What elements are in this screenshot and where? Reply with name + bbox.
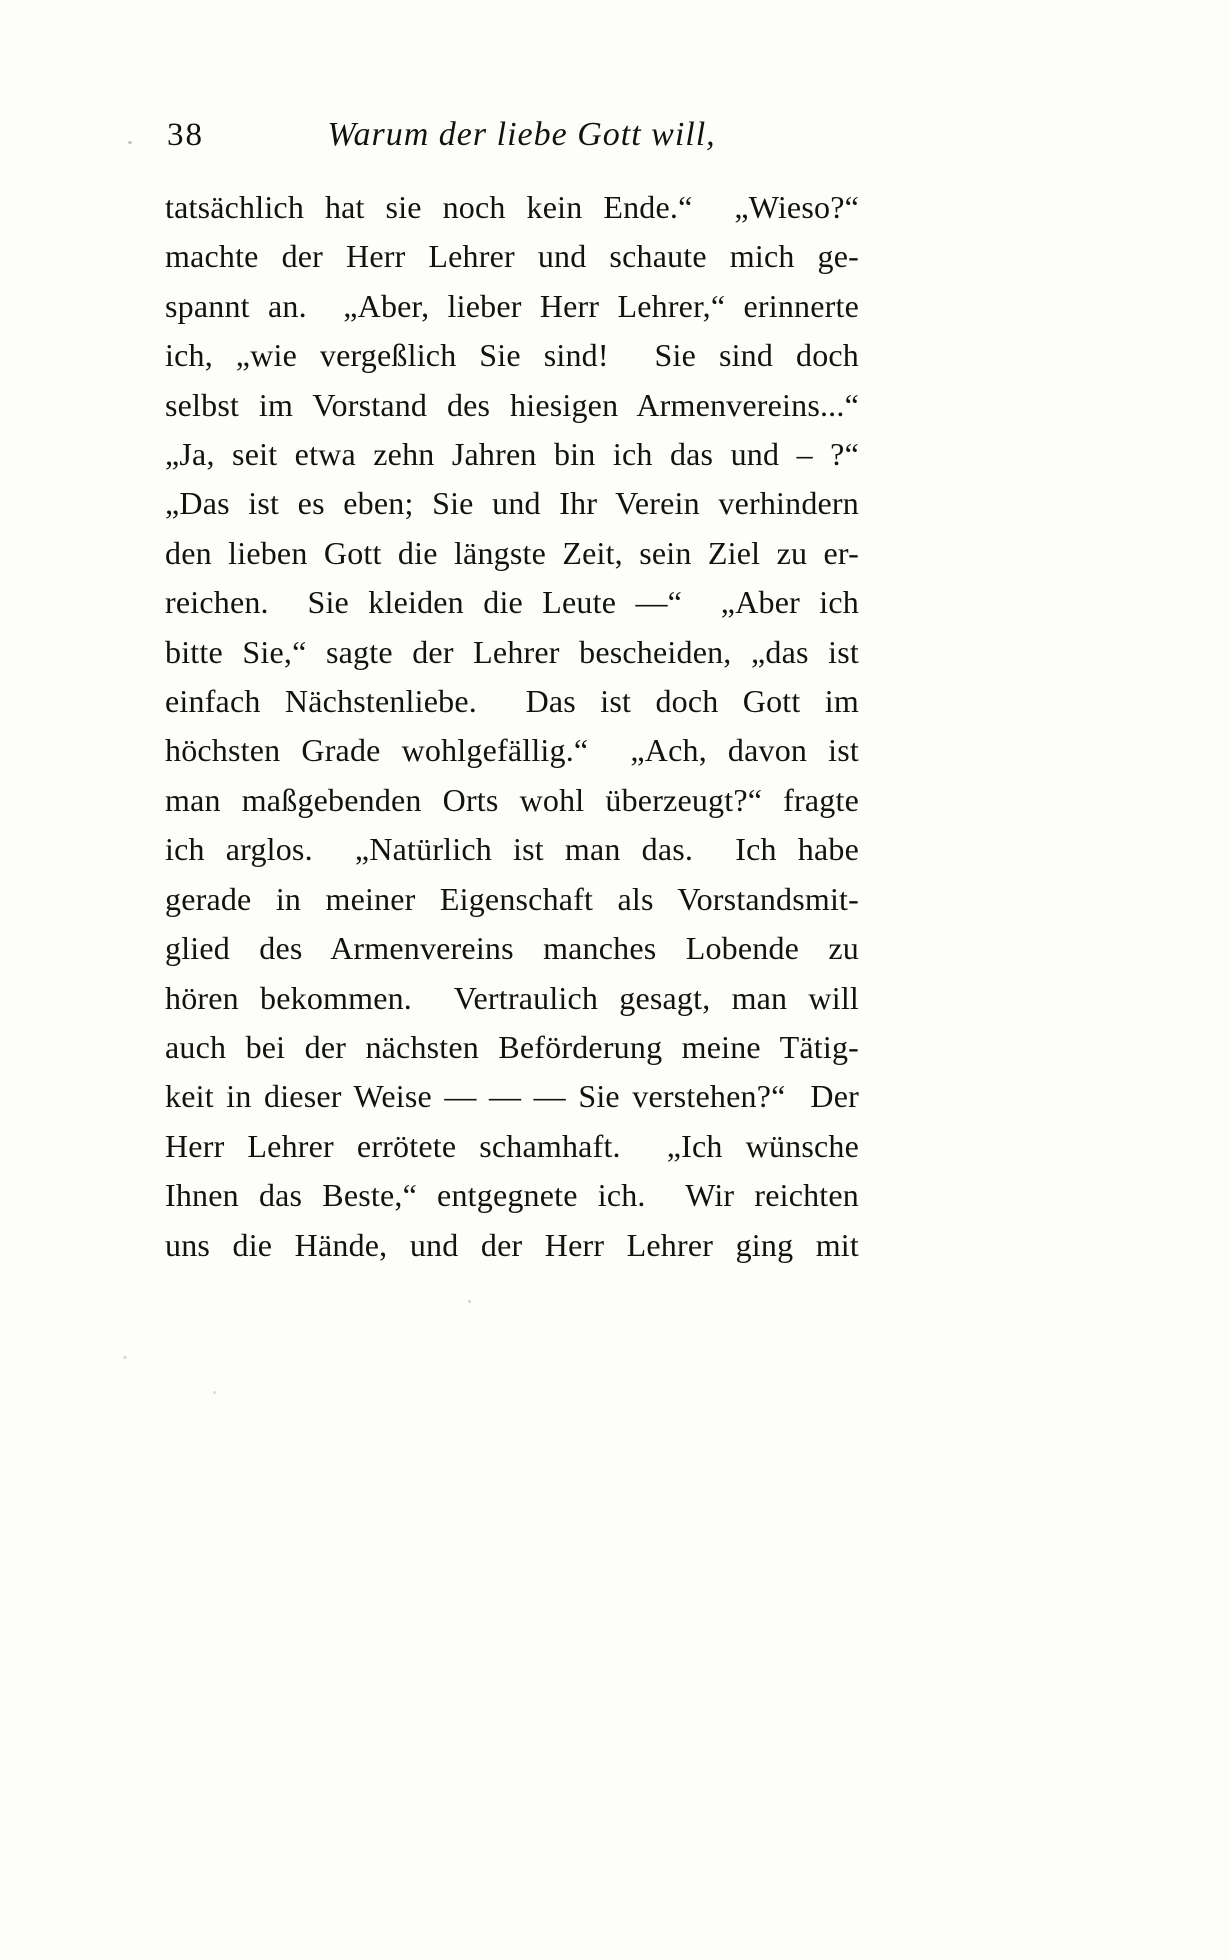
text-line: ich arglos. „Natürlich ist man das. Ich habe bbox=[165, 831, 859, 868]
text-line: machte der Herr Lehrer und schaute mich ge- bbox=[165, 238, 859, 275]
text-line: Herr Lehrer errötete schamhaft. „Ich wünsche bbox=[165, 1127, 859, 1164]
text-line: einfach Nächstenliebe. Das ist doch Gott im bbox=[165, 683, 859, 720]
text-line: reichen. Sie kleiden die Leute —“ „Aber ich bbox=[165, 584, 859, 621]
text-line: glied des Armenvereins manches Lobende zu bbox=[165, 930, 859, 967]
running-title: Warum der liebe Gott will, bbox=[327, 116, 716, 153]
text-line: man maßgebenden Orts wohl überzeugt?“ fragte bbox=[165, 781, 859, 818]
body-text bbox=[165, 183, 859, 1270]
text-line: keit in dieser Weise — — — Sie verstehen?“ Der bbox=[165, 1078, 859, 1115]
text-line: gerade in meiner Eigenschaft als Vorstandsmit- bbox=[165, 880, 859, 917]
text-line: Ihnen das Beste,“ entgegnete ich. Wir reichten bbox=[165, 1177, 859, 1214]
text-line: bitte Sie,“ sagte der Lehrer bescheiden, „das ist bbox=[165, 633, 859, 670]
scan-speck bbox=[128, 141, 132, 144]
scan-speck bbox=[468, 1300, 471, 1303]
scan-speck bbox=[123, 1356, 127, 1359]
text-line: hören bekommen. Vertraulich gesagt, man will bbox=[165, 979, 859, 1016]
text-line: tatsächlich hat sie noch kein Ende.“ „Wieso?“ bbox=[165, 189, 859, 225]
page-header bbox=[165, 112, 860, 158]
text-line: höchsten Grade wohlgefällig.“ „Ach, davon ist bbox=[165, 732, 859, 769]
text-line: selbst im Vorstand des hiesigen Armenvereins...“ bbox=[165, 386, 859, 423]
text-line: auch bei der nächsten Beförderung meine Tätig- bbox=[165, 1028, 859, 1065]
text-line: den lieben Gott die längste Zeit, sein Ziel zu er- bbox=[165, 534, 859, 571]
text-line: uns die Hände, und der Herr Lehrer ging mit bbox=[165, 1226, 859, 1263]
text-line: „Das ist es eben; Sie und Ihr Verein verhindern bbox=[165, 485, 859, 522]
scan-speck bbox=[213, 1391, 216, 1394]
text-line: spannt an. „Aber, lieber Herr Lehrer,“ erinnerte bbox=[165, 287, 859, 324]
text-line: „Ja, seit etwa zehn Jahren bin ich das und – ?“ bbox=[165, 436, 859, 473]
text-line: ich, „wie vergeßlich Sie sind! Sie sind doch bbox=[165, 337, 859, 374]
page-number: 38 bbox=[167, 117, 204, 153]
